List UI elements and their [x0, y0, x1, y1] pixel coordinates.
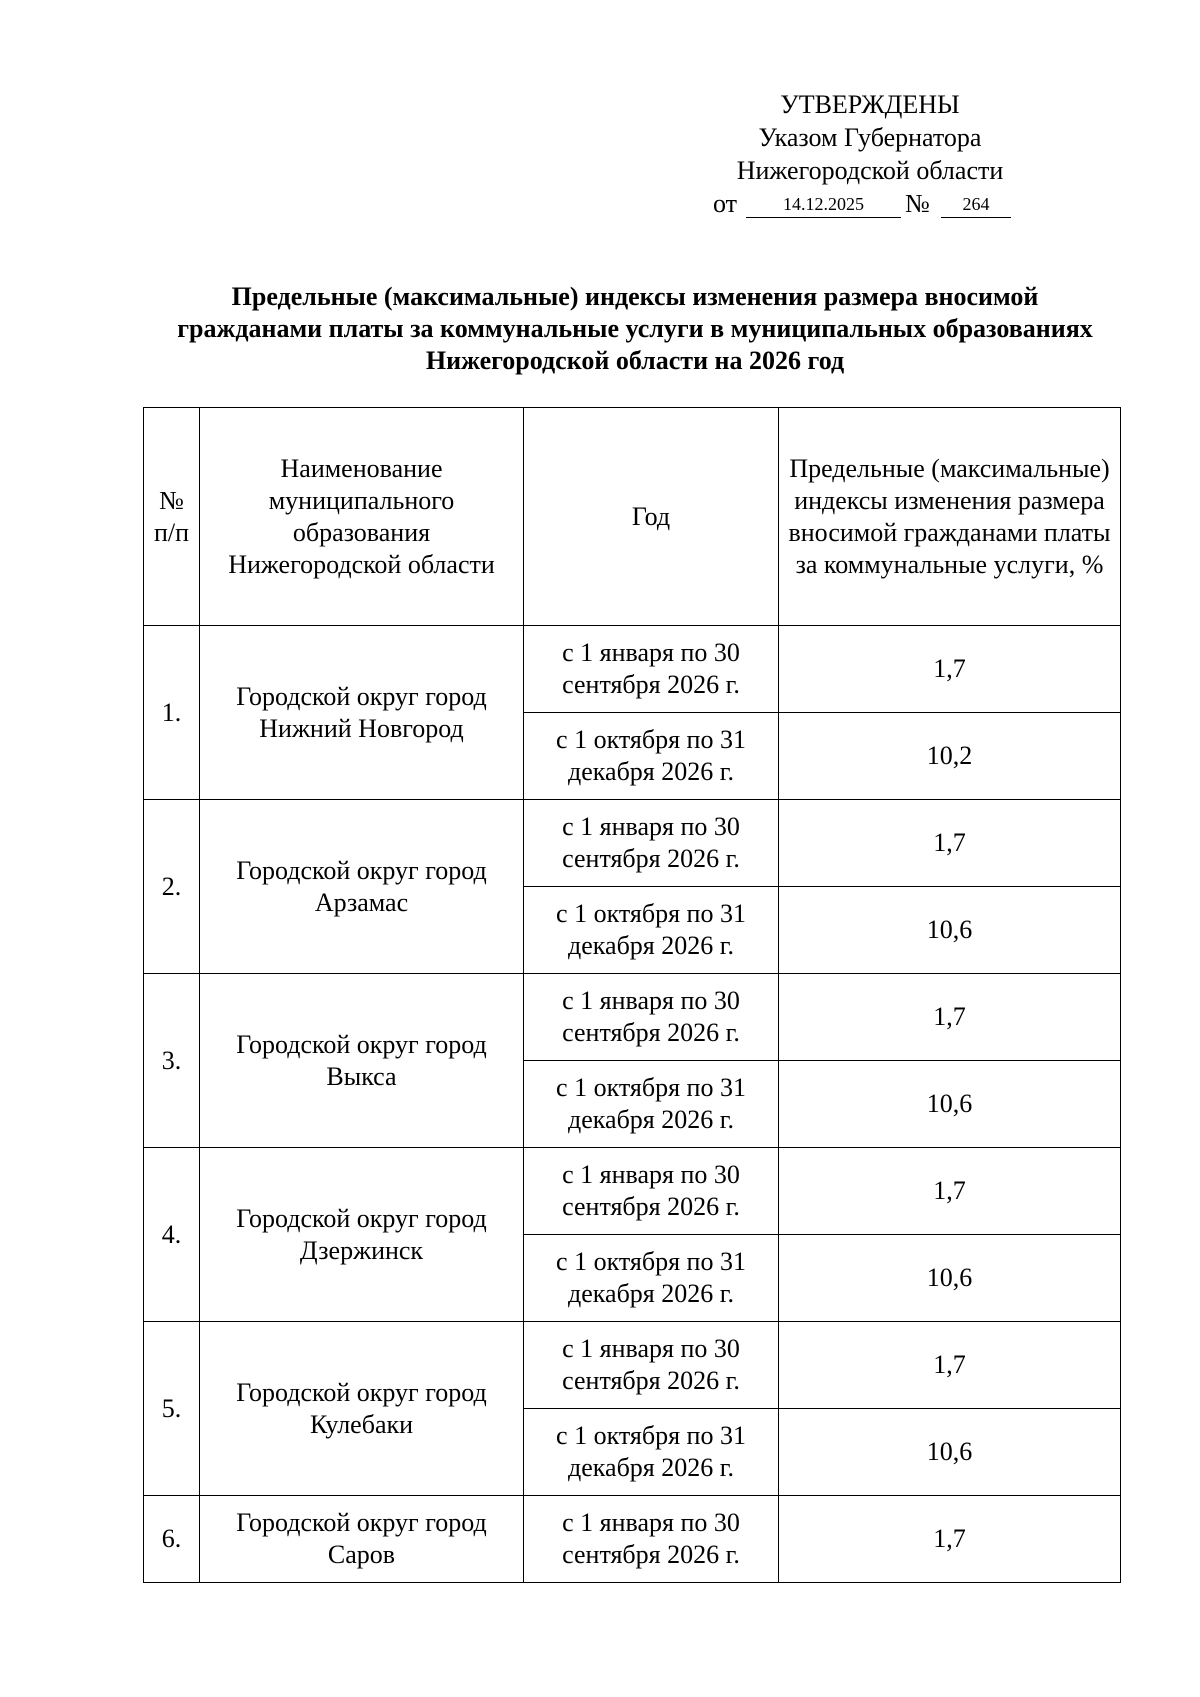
- period-cell: с 1 октября по 31 декабря 2026 г.: [524, 713, 779, 800]
- period-cell: с 1 октября по 31 декабря 2026 г.: [524, 1409, 779, 1496]
- row-number: 3.: [144, 974, 200, 1148]
- row-number: 5.: [144, 1322, 200, 1496]
- municipality-name: Городской округ город Дзержинск: [200, 1148, 524, 1322]
- period-cell: с 1 октября по 31 декабря 2026 г.: [524, 1235, 779, 1322]
- table-row: [144, 626, 1121, 713]
- date-prefix: от: [713, 189, 738, 218]
- header-year: Год: [524, 408, 779, 626]
- number-prefix: №: [905, 189, 930, 218]
- period-cell: с 1 января по 30 сентября 2026 г.: [524, 626, 779, 713]
- index-value: 10,6: [779, 1409, 1121, 1496]
- municipality-name: Городской округ город Кулебаки: [200, 1322, 524, 1496]
- index-value: 10,6: [779, 887, 1121, 974]
- period-cell: с 1 октября по 31 декабря 2026 г.: [524, 1061, 779, 1148]
- approval-region: Нижегородской области: [736, 156, 1004, 185]
- table-row: [144, 800, 1121, 887]
- table-body: [144, 626, 1121, 1583]
- approval-title: УТВЕРЖДЕНЫ: [780, 90, 960, 119]
- index-value: 1,7: [779, 800, 1121, 887]
- row-number: 1.: [144, 626, 200, 800]
- index-value: 1,7: [779, 626, 1121, 713]
- index-value: 1,7: [779, 1148, 1121, 1235]
- row-number: 2.: [144, 800, 200, 974]
- municipality-name: Городской округ город Выкса: [200, 974, 524, 1148]
- table-header-row: [144, 408, 1121, 626]
- period-cell: с 1 января по 30 сентября 2026 г.: [524, 974, 779, 1061]
- header-num: № п/п: [144, 408, 200, 626]
- decree-date: 14.12.2025: [746, 191, 901, 218]
- period-cell: с 1 января по 30 сентября 2026 г.: [524, 800, 779, 887]
- municipality-name: Городской округ город Саров: [200, 1496, 524, 1583]
- index-value: 10,2: [779, 713, 1121, 800]
- index-value: 1,7: [779, 1496, 1121, 1583]
- table-row: [144, 974, 1121, 1061]
- municipality-name: Городской округ город Нижний Новгород: [200, 626, 524, 800]
- period-cell: с 1 января по 30 сентября 2026 г.: [524, 1496, 779, 1583]
- table-row: [144, 1496, 1121, 1583]
- approval-dateline: [700, 187, 1040, 220]
- index-value: 10,6: [779, 1061, 1121, 1148]
- table-row: [144, 1148, 1121, 1235]
- approval-block: [700, 88, 1040, 220]
- period-cell: с 1 января по 30 сентября 2026 г.: [524, 1322, 779, 1409]
- document-title: Предельные (максимальные) индексы изменения размера вносимой гражданами платы за коммунальные услуги в муниципальных образованиях Нижегородской области на 2026 год: [177, 282, 1093, 375]
- approval-decree: Указом Губернатора: [758, 123, 982, 152]
- header-index: Предельные (максимальные) индексы изменения размера вносимой гражданами платы за коммунальные услуги, %: [779, 408, 1121, 626]
- indices-table: [143, 407, 1121, 1583]
- row-number: 4.: [144, 1148, 200, 1322]
- municipality-name: Городской округ город Арзамас: [200, 800, 524, 974]
- header-name: Наименование муниципального образования Нижегородской области: [200, 408, 524, 626]
- index-value: 1,7: [779, 1322, 1121, 1409]
- index-value: 10,6: [779, 1235, 1121, 1322]
- row-number: 6.: [144, 1496, 200, 1583]
- period-cell: с 1 января по 30 сентября 2026 г.: [524, 1148, 779, 1235]
- table-row: [144, 1322, 1121, 1409]
- decree-number: 264: [941, 191, 1011, 218]
- period-cell: с 1 октября по 31 декабря 2026 г.: [524, 887, 779, 974]
- index-value: 1,7: [779, 974, 1121, 1061]
